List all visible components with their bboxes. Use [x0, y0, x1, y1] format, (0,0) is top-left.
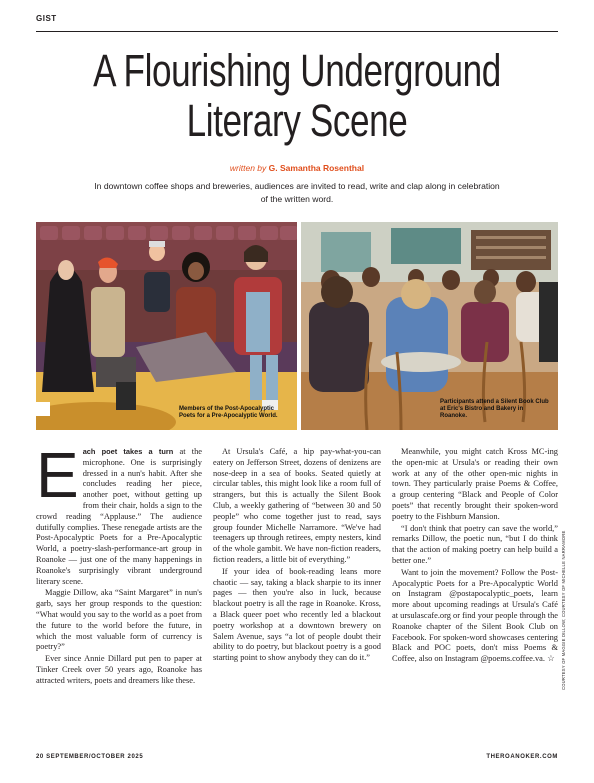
article-paragraph: “I don't think that poetry can save the world,” remarks Dillow, the poetic nun, “but I do think that the action of making poetry can help build a better one.” — [392, 523, 558, 565]
article-column-2 — [213, 447, 381, 665]
article-paragraph: Ever since Annie Dillard put pen to paper at Tinker Creek over 50 years ago, Roanoke has attracted writers, poets and dreamers like these. — [36, 654, 202, 685]
section-tag: GIST — [36, 14, 57, 23]
photo-caption-right: Participants attend a Silent Book Club at Eric's Bistro and Bakery in Roanoke. — [440, 399, 549, 419]
lead-in: ach poet takes a turn — [82, 447, 174, 456]
photo-poets — [36, 222, 297, 430]
photo-credit: COURTESY OF MAGGIE DILLOW; COURTESY OF MICHELLE NARRAMORE — [561, 530, 566, 690]
headline-line-1: A Flourishing Underground — [93, 45, 501, 96]
photo-caption-left: Members of the Post-Apocalyptic Poets for a Pre-Apocalyptic World. — [179, 406, 278, 419]
article-column-1 — [36, 439, 202, 688]
website: THEROANOKER.COM — [486, 754, 558, 760]
article-paragraph: At Ursula's Café, a hip pay-what-you-can eatery on Jefferson Street, dozens of denizens are nose-deep in a sea of books. Seated quietly at circular tables, this might look like a room full of strangers, but this is actually the Silent Book Club, a weekly gathering of “between 30 and 50 people” who come together just to read, says group founder Michelle Narramore. “We've had teenagers up through retirees, empty nesters, kind of the whole gambit. We have non-fiction readers, fiction readers, a little bit of everything.” — [213, 447, 381, 564]
byline — [0, 163, 594, 173]
paragraph-text: at the microphone. One is surprisingly dressed in a nun's habit. After she concludes reading her piece, another poet, without getting up from their chair, holds a sign to the crowd reading “Applause.” The audience dutifully complies. These renegade artists are the Post-Apocalyptic Poets for a Pre-Apocalyptic World, a poetry-slash-performance-art group in Roanoke — just one of the many happenings in Roanoke's surprisingly vibrant underground literary scene. — [36, 447, 202, 586]
article-paragraph: Maggie Dillow, aka “Saint Margaret” in nun's garb, says her group responds to the question: “What would you say to the world as a poet from the future to the world before the future, in which the most valuable form of currency is poetry?” — [36, 588, 202, 652]
dek: In downtown coffee shops and breweries, audiences are invited to read, write and clap along in celebration of the written word. — [94, 181, 500, 204]
article-paragraph: Want to join the movement? Follow the Post-Apocalyptic Poets for a Pre-Apocalyptic World on Instagram @postapocalyptic_poets, learn more about upcoming readings at Ursula's Café at ursulascafe.org or find your people through the Roanoke chapter of the Silent Book Club on Facebook. For spoken-word showcases centering Black and POC poets, don't miss Poems & Coffee, also on Instagram @poems.coffee.va. ☆ — [392, 567, 558, 664]
photo-book-club — [301, 222, 558, 430]
top-rule — [36, 31, 558, 32]
drop-cap: E — [36, 439, 79, 511]
article-paragraph — [36, 439, 202, 587]
headline — [65, 46, 528, 146]
article-paragraph: Meanwhile, you might catch Kross MC-ing the open-mic at Ursula's or reading their own work at any of the other open-mic nights in town. They particularly praise Poems & Coffee, a group centering “Black and People of Color poets” that recently brought their spoken-word poetry to the Fishburn Mansion. — [392, 447, 558, 521]
article-column-3 — [392, 447, 558, 666]
byline-prefix: written by — [229, 163, 267, 173]
folio: 20 SEPTEMBER/OCTOBER 2025 — [36, 754, 144, 760]
headline-line-2: Literary Scene — [186, 95, 408, 146]
byline-author: G. Samantha Rosenthal — [268, 163, 365, 173]
article-paragraph: If your idea of book-reading leans more chaotic — say, taking a black sharpie to its inner pages — then you're also in luck, because blackout poetry is all the rage in Roanoke. Kross, a Black queer poet who recently led a blackout poetry workshop at a downtown brewery on Salem Avenue, says “a lot of people doubt their ability to do poetry, but blackout poetry is a good starting point to show anybody they can do it.” — [213, 566, 381, 663]
